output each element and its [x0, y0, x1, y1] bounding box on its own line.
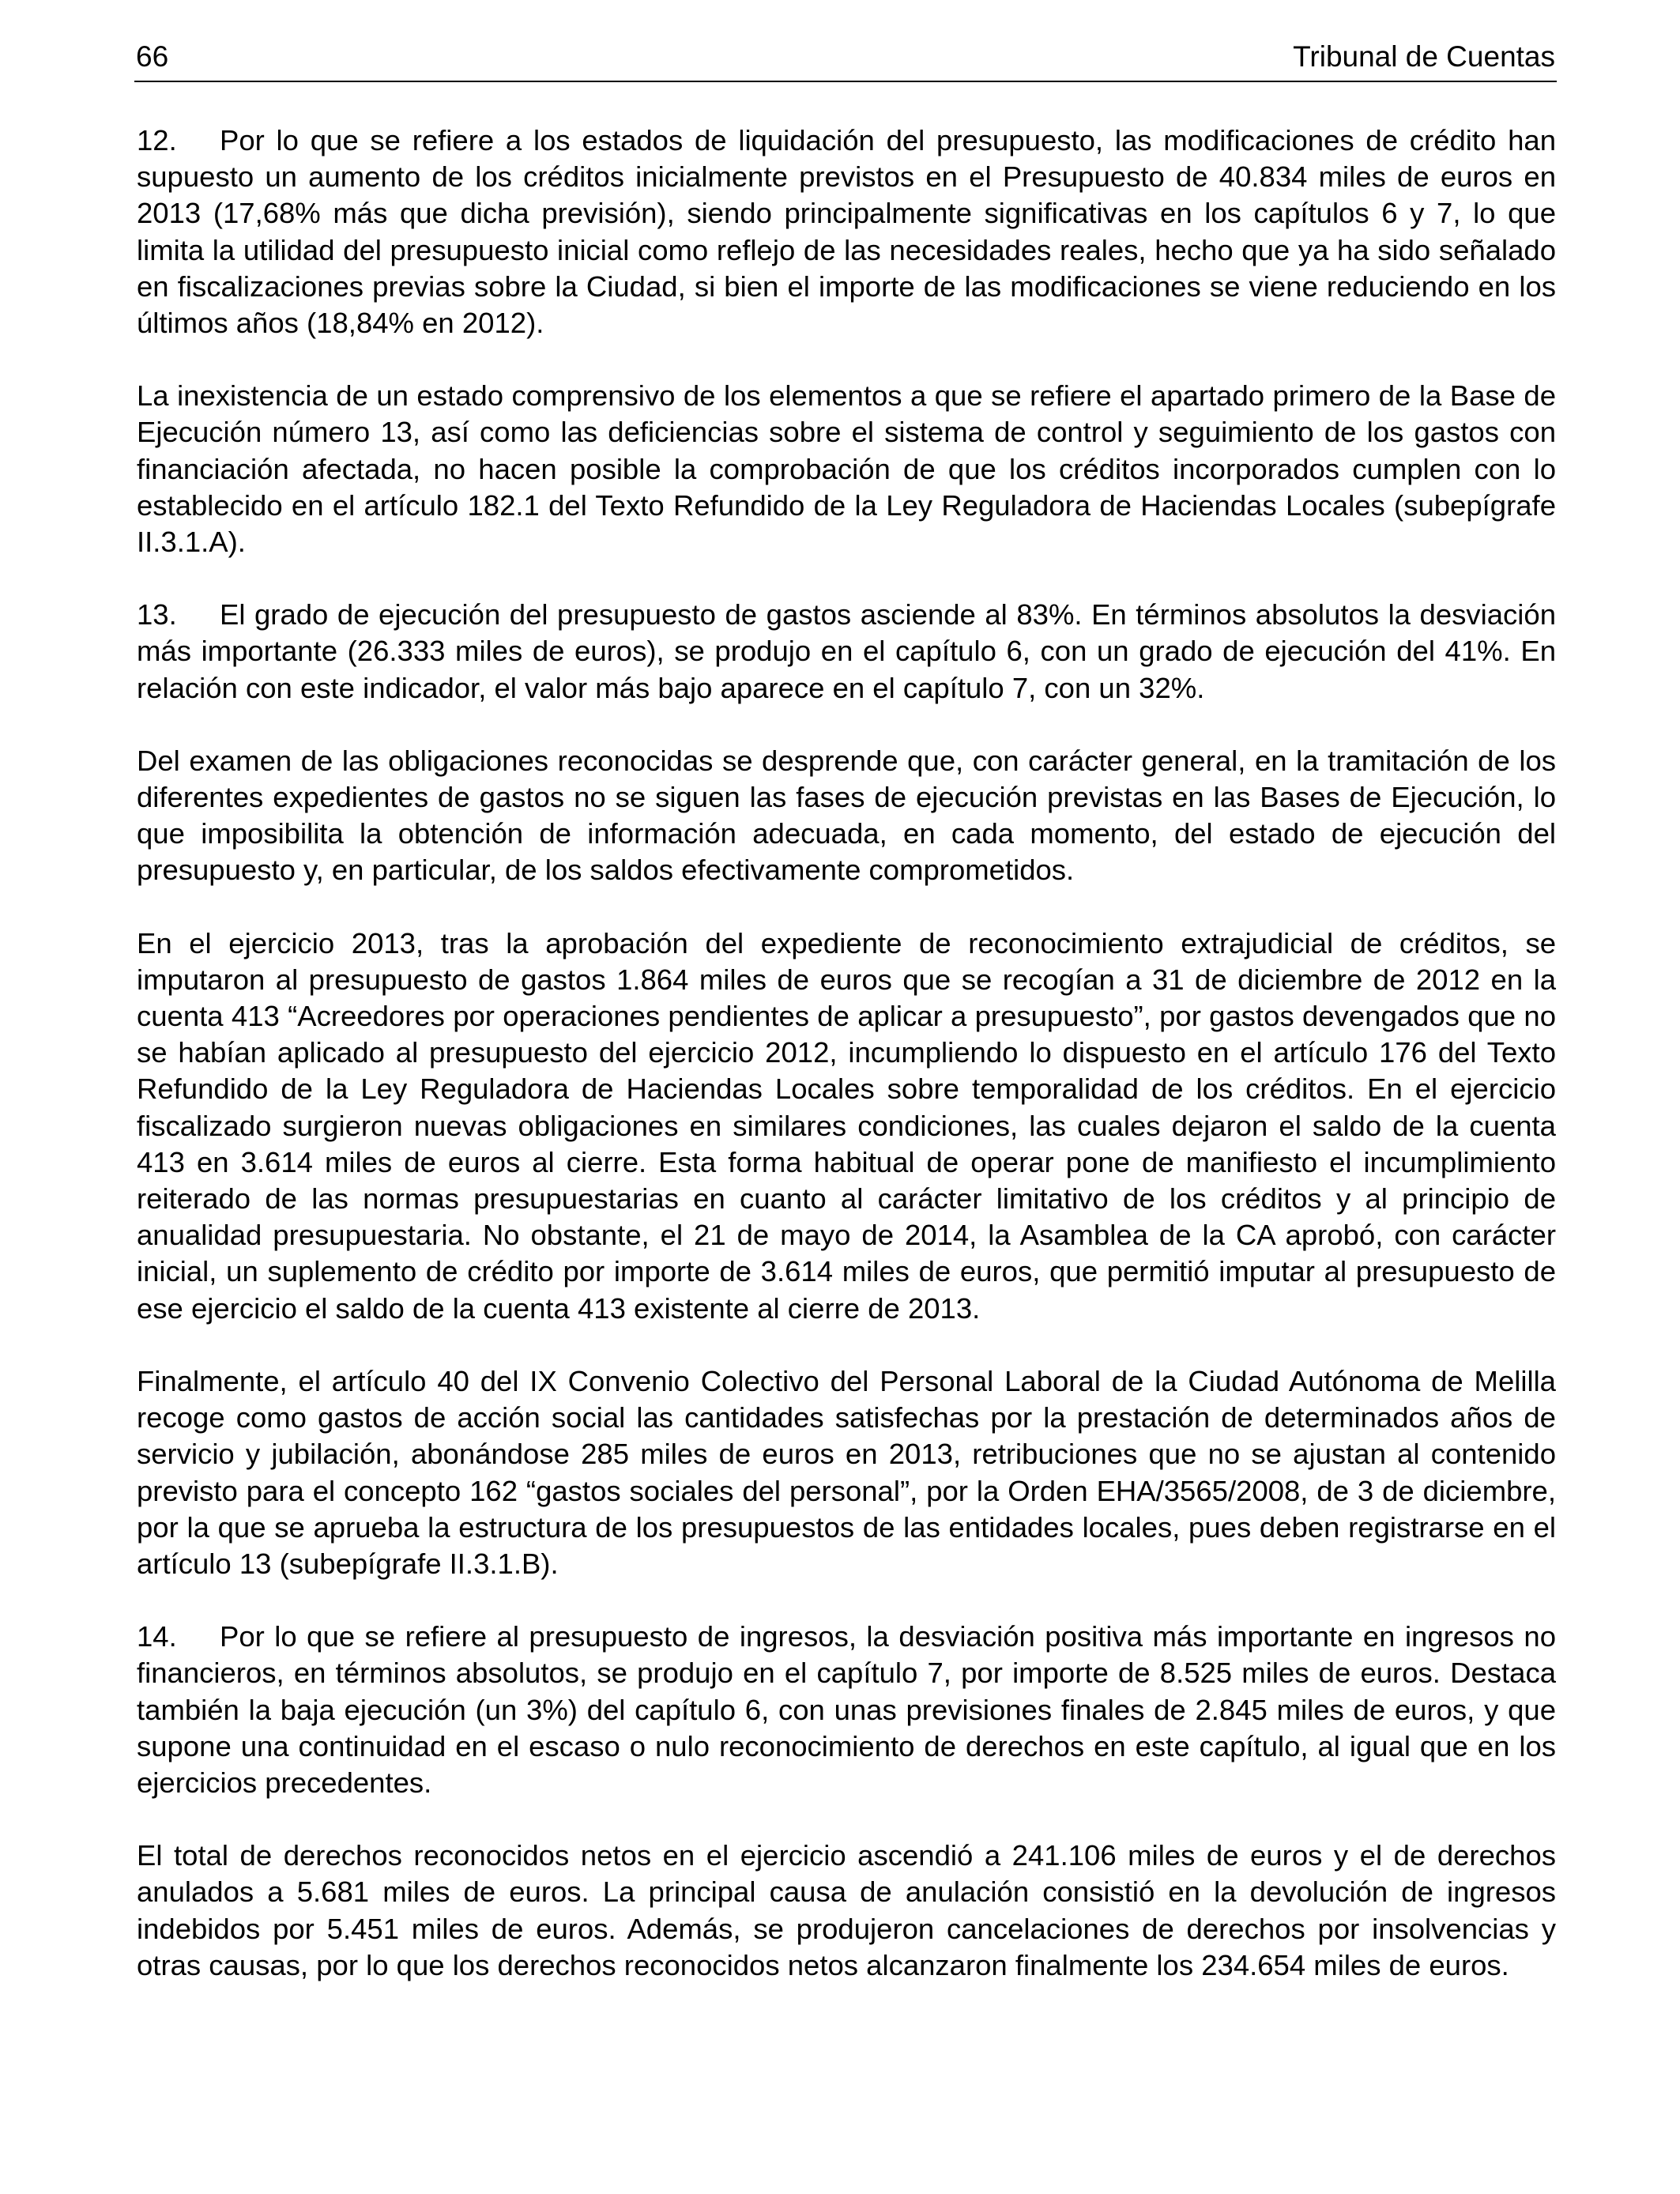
paragraph-text: El total de derechos reconocidos netos en el ejercicio ascendió a 241.106 miles de euros y el de derechos anulados a 5.681 miles de euros. La principal causa de anulación consistió en la devolución de ingresos indebidos por 5.451 miles de euros. Además, se produjeron cancelaciones de derechos por insolvencias y otras causas, por lo que los derechos reconocidos netos alcanzaron finalmente los 234.654 miles de euros.: [137, 1839, 1556, 1981]
paragraph-text: La inexistencia de un estado comprensivo de los elementos a que se refiere el apartado primero de la Base de Ejecución número 13, así como las deficiencias sobre el sistema de control y seguimiento de los gastos con financiación afectada, no hacen posible la comprobación de que los créditos incorporados cumplen con lo establecido en el artículo 182.1 del Texto Refundido de la Ley Reguladora de Haciendas Locales (subepígrafe II.3.1.A).: [137, 379, 1556, 559]
page-number: 66: [136, 40, 169, 73]
paragraph-text: El grado de ejecución del presupuesto de gastos asciende al 83%. En términos absolutos la desviación más importante (26.333 miles de euros), se produjo en el capítulo 6, con un grado de ejecución del 41%. En relación con este indicador, el valor más bajo aparece en el capítulo 7, con un 32%.: [137, 598, 1556, 704]
paragraph: [137, 378, 1556, 560]
paragraph: [137, 1363, 1556, 1582]
paragraph: [137, 1838, 1556, 1984]
paragraph-number: 13.: [137, 598, 177, 631]
running-title: Tribunal de Cuentas: [1293, 40, 1555, 73]
body-text: [137, 123, 1556, 2020]
paragraph-13: [137, 597, 1556, 707]
paragraph-text: Por lo que se refiere a los estados de liquidación del presupuesto, las modificaciones de crédito han supuesto un aumento de los créditos inicialmente previstos en el Presupuesto de 40.834 miles de euros en 2013 (17,68% más que dicha previsión), siendo principalmente significativas en los capítulos 6 y 7, lo que limita la utilidad del presupuesto inicial como reflejo de las necesidades reales, hecho que ya ha sido señalado en fiscalizaciones previas sobre la Ciudad, si bien el importe de las modificaciones se viene reduciendo en los últimos años (18,84% en 2012).: [137, 124, 1556, 340]
paragraph-12: [137, 123, 1556, 341]
paragraph: [137, 743, 1556, 889]
paragraph-number: 14.: [137, 1620, 177, 1653]
paragraph-text: Finalmente, el artículo 40 del IX Convenio Colectivo del Personal Laboral de la Ciudad Autónoma de Melilla recoge como gastos de acción social las cantidades satisfechas por la prestación de determinados años de servicio y jubilación, abonándose 285 miles de euros en 2013, retribuciones que no se ajustan al contenido previsto para el concepto 162 “gastos sociales del personal”, por la Orden EHA/3565/2008, de 3 de diciembre, por la que se aprueba la estructura de los presupuestos de las entidades locales, pues deben registrarse en el artículo 13 (subepígrafe II.3.1.B).: [137, 1364, 1556, 1580]
paragraph: [137, 925, 1556, 1327]
paragraph-text: Por lo que se refiere al presupuesto de ingresos, la desviación positiva más importante en ingresos no financieros, en términos absolutos, se produjo en el capítulo 7, por importe de 8.525 miles de euros. Destaca también la baja ejecución (un 3%) del capítulo 6, con unas previsiones finales de 2.845 miles de euros, y que supone una continuidad en el escaso o nulo reconocimiento de derechos en este capítulo, al igual que en los ejercicios precedentes.: [137, 1620, 1556, 1799]
paragraph-text: En el ejercicio 2013, tras la aprobación del expediente de reconocimiento extrajudicial de créditos, se imputaron al presupuesto de gastos 1.864 miles de euros que se recogían a 31 de diciembre de 2012 en la cuenta 413 “Acreedores por operaciones pendientes de aplicar a presupuesto”, por gastos devengados que no se habían aplicado al presupuesto del ejercicio 2012, incumpliendo lo dispuesto en el artículo 176 del Texto Refundido de la Ley Reguladora de Haciendas Locales sobre temporalidad de los créditos. En el ejercicio fiscalizado surgieron nuevas obligaciones en similares condiciones, las cuales dejaron el saldo de la cuenta 413 en 3.614 miles de euros al cierre. Esta forma habitual de operar pone de manifiesto el incumplimiento reiterado de las normas presupuestarias en cuanto al carácter limitativo de los créditos y al principio de anualidad presupuestaria. No obstante, el 21 de mayo de 2014, la Asamblea de la CA aprobó, con carácter inicial, un suplemento de crédito por importe de 3.614 miles de euros, que permitió imputar al presupuesto de ese ejercicio el saldo de la cuenta 413 existente al cierre de 2013.: [137, 926, 1556, 1325]
paragraph-text: Del examen de las obligaciones reconocidas se desprende que, con carácter general, en la tramitación de los diferentes expedientes de gastos no se siguen las fases de ejecución previstas en las Bases de Ejecución, lo que imposibilita la obtención de información adecuada, en cada momento, del estado de ejecución del presupuesto y, en particular, de los saldos efectivamente comprometidos.: [137, 744, 1556, 887]
paragraph-number: 12.: [137, 124, 177, 156]
page-header: [134, 40, 1557, 82]
paragraph-14: [137, 1619, 1556, 1801]
